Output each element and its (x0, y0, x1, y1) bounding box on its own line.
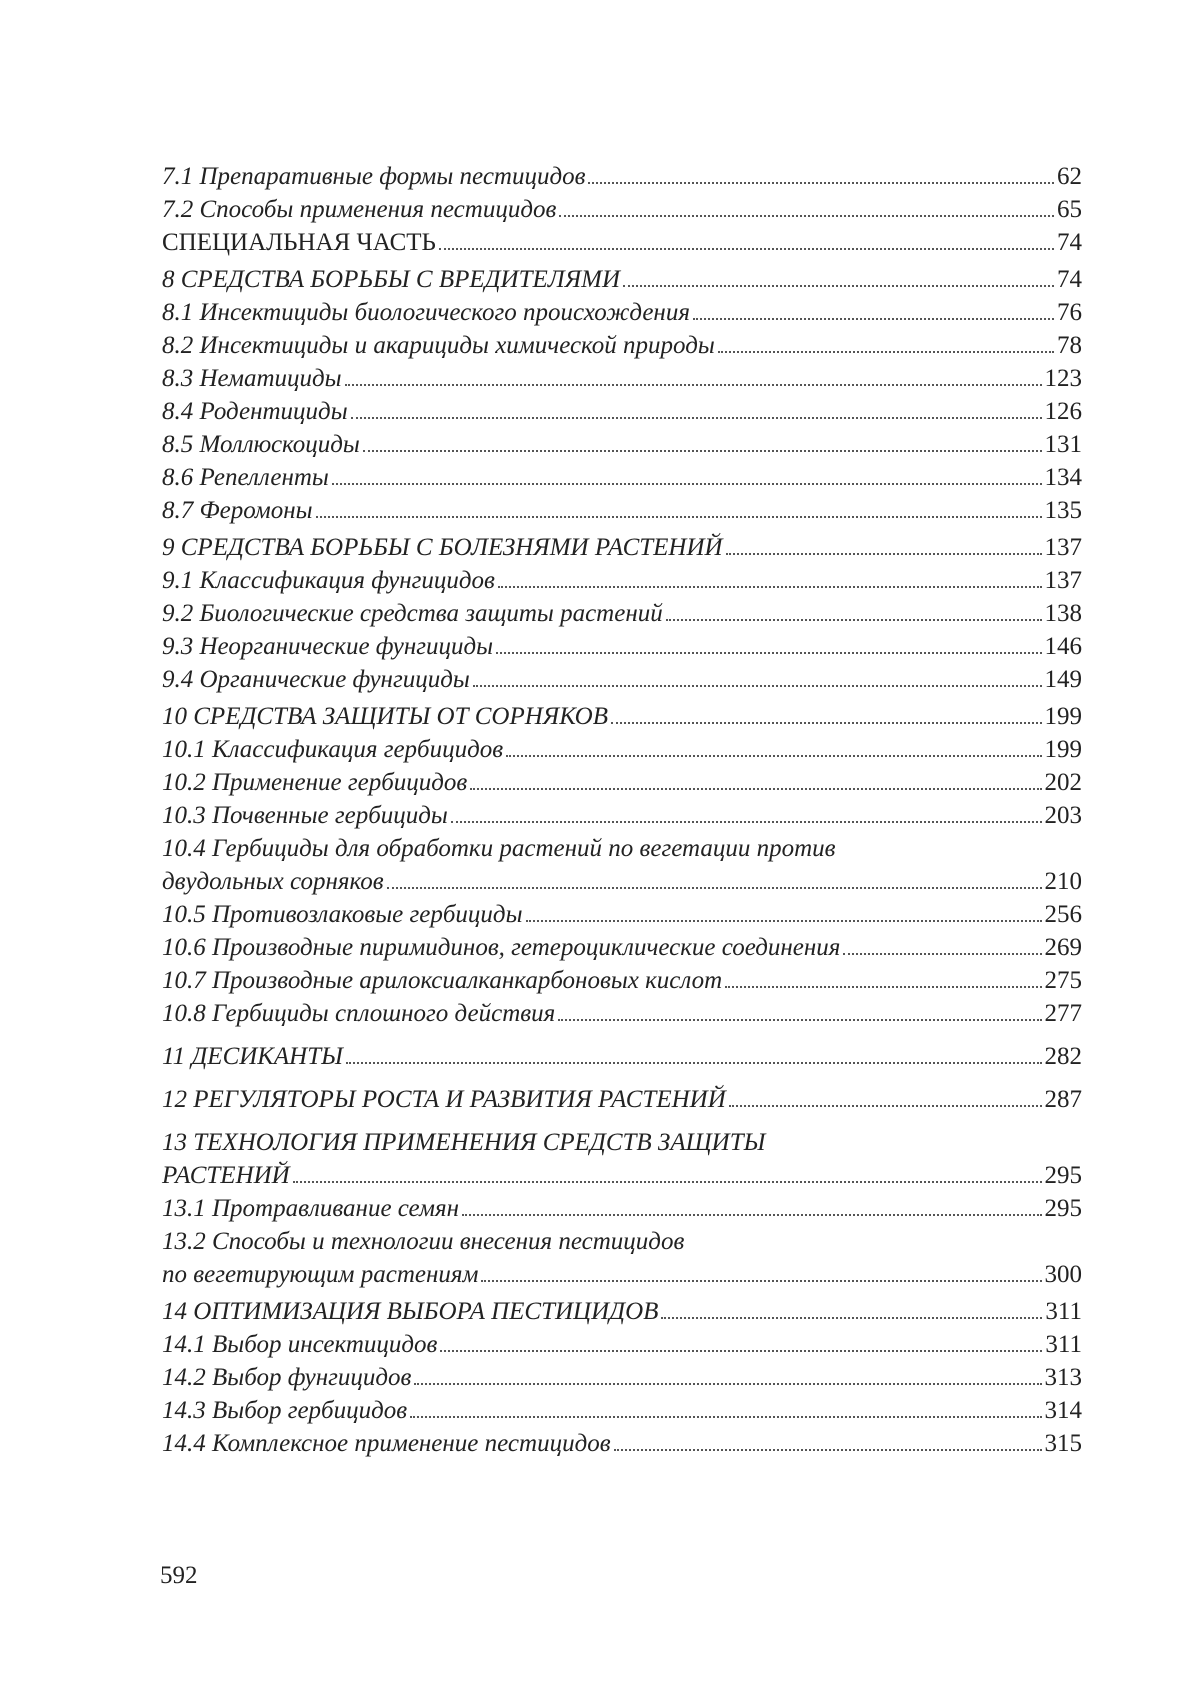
toc-entry-title: 14.2 Выбор фунгицидов (162, 1364, 412, 1391)
dot-leader (451, 821, 1042, 823)
toc-entry (162, 160, 1082, 193)
toc-entry-line (162, 160, 1082, 193)
toc-entry-title: 9.4 Органические фунгициды (162, 666, 470, 693)
toc-entry (162, 362, 1082, 395)
toc-entry-line (162, 226, 1082, 259)
toc-entry-title: 10.2 Применение гербицидов (162, 769, 468, 796)
toc-entry-title: 7.2 Способы применения пестицидов (162, 196, 557, 223)
toc-entry-page: 131 (1044, 431, 1082, 458)
toc-entry-line (162, 931, 1082, 964)
toc-entry (162, 1361, 1082, 1394)
dot-leader (718, 351, 1054, 353)
toc-entry-line (162, 461, 1082, 494)
toc-entry-line (162, 1394, 1082, 1427)
dot-leader (726, 553, 1042, 555)
toc-entry (162, 1083, 1082, 1116)
toc-entry-page: 62 (1057, 163, 1082, 190)
toc-entry (162, 428, 1082, 461)
dot-leader (729, 1105, 1042, 1107)
toc-entry (162, 263, 1082, 296)
toc-entry-line (162, 395, 1082, 428)
toc-entry-line (162, 865, 1082, 898)
toc-entry (162, 531, 1082, 564)
dot-leader (725, 986, 1041, 988)
toc-entry-title: 14.3 Выбор гербицидов (162, 1397, 408, 1424)
toc-entry-title: 11 ДЕСИКАНТЫ (162, 1043, 343, 1070)
toc-entry-title: 9 СРЕДСТВА БОРЬБЫ С БОЛЕЗНЯМИ РАСТЕНИЙ (162, 534, 723, 561)
toc-entry-title: 10.3 Почвенные гербициды (162, 802, 448, 829)
toc-entry-title: СПЕЦИАЛЬНАЯ ЧАСТЬ (162, 229, 436, 256)
toc-entry-line (162, 494, 1082, 527)
toc-entry-page: 137 (1044, 567, 1082, 594)
toc-entry-page: 126 (1044, 398, 1082, 425)
dot-leader (481, 1280, 1041, 1282)
dot-leader (506, 755, 1041, 757)
toc-entry-title-line: 13.2 Способы и технологии внесения пестицидов (162, 1228, 685, 1255)
toc-entry-title: 8.2 Инсектициды и акарициды химической природы (162, 332, 715, 359)
toc-entry-page: 277 (1044, 1000, 1082, 1027)
toc-entry-line (162, 766, 1082, 799)
toc-entry (162, 997, 1082, 1030)
toc-entry-title: 14.1 Выбор инсектицидов (162, 1331, 438, 1358)
toc-entry-line (162, 1083, 1082, 1116)
toc-entry-line (162, 630, 1082, 663)
toc-entry-page: 295 (1044, 1162, 1082, 1189)
dot-leader (414, 1383, 1041, 1385)
toc-entry (162, 226, 1082, 259)
dot-leader (363, 450, 1042, 452)
toc-entry-title: двудольных сорняков (162, 868, 384, 895)
toc-entry-title: 9.2 Биологические средства защиты растений (162, 600, 663, 627)
toc-entry (162, 597, 1082, 630)
toc-entry (162, 1040, 1082, 1073)
toc-entry-page: 275 (1044, 967, 1082, 994)
table-of-contents (162, 160, 1082, 1460)
dot-leader (440, 1350, 1042, 1352)
toc-entry-line (162, 997, 1082, 1030)
toc-entry-line (162, 733, 1082, 766)
toc-entry-title: 8.1 Инсектициды биологического происхождения (162, 299, 690, 326)
toc-entry-title-line: 13 ТЕХНОЛОГИЯ ПРИМЕНЕНИЯ СРЕДСТВ ЗАЩИТЫ (162, 1129, 766, 1156)
toc-entry-page: 202 (1044, 769, 1082, 796)
toc-entry-title: 14 ОПТИМИЗАЦИЯ ВЫБОРА ПЕСТИЦИДОВ (162, 1298, 659, 1325)
toc-entry (162, 494, 1082, 527)
dot-leader (410, 1416, 1041, 1418)
toc-entry-page: 295 (1044, 1195, 1082, 1222)
toc-entry-page: 138 (1044, 600, 1082, 627)
toc-entry-title-line: 10.4 Гербициды для обработки растений по вегетации против (162, 835, 836, 862)
toc-entry-title: 12 РЕГУЛЯТОРЫ РОСТА И РАЗВИТИЯ РАСТЕНИЙ (162, 1086, 726, 1113)
toc-entry-line (162, 1192, 1082, 1225)
page-number: 592 (160, 1562, 198, 1589)
toc-entry-line (162, 296, 1082, 329)
toc-entry-title: 9.1 Классификация фунгицидов (162, 567, 495, 594)
toc-entry (162, 461, 1082, 494)
toc-entry-page: 269 (1044, 934, 1082, 961)
toc-entry (162, 630, 1082, 663)
toc-entry-title: 10 СРЕДСТВА ЗАЩИТЫ ОТ СОРНЯКОВ (162, 703, 608, 730)
toc-entry-title: 7.1 Препаративные формы пестицидов (162, 163, 586, 190)
toc-entry-line (162, 663, 1082, 696)
toc-entry-title: 10.5 Противозлаковые гербициды (162, 901, 523, 928)
toc-entry (162, 564, 1082, 597)
dot-leader (661, 1317, 1042, 1319)
dot-leader (473, 685, 1042, 687)
toc-entry-line (162, 193, 1082, 226)
toc-entry (162, 663, 1082, 696)
toc-entry (162, 766, 1082, 799)
toc-entry-line (162, 1159, 1082, 1192)
dot-leader (559, 215, 1054, 217)
dot-leader (345, 384, 1042, 386)
dot-leader (693, 318, 1054, 320)
toc-entry-title: по вегетирующим растениям (162, 1261, 479, 1288)
toc-entry-line (162, 564, 1082, 597)
toc-entry-page: 311 (1045, 1298, 1082, 1325)
toc-entry-page: 311 (1045, 1331, 1082, 1358)
toc-entry-page: 256 (1044, 901, 1082, 928)
dot-leader (316, 516, 1042, 518)
dot-leader (351, 417, 1042, 419)
toc-entry (162, 193, 1082, 226)
toc-entry-page: 199 (1044, 703, 1082, 730)
toc-entry (162, 1328, 1082, 1361)
toc-entry-title: 13.1 Протравливание семян (162, 1195, 460, 1222)
toc-entry-title: 8 СРЕДСТВА БОРЬБЫ С ВРЕДИТЕЛЯМИ (162, 266, 621, 293)
toc-entry-page: 313 (1044, 1364, 1082, 1391)
toc-entry (162, 700, 1082, 733)
toc-entry (162, 296, 1082, 329)
dot-leader (588, 182, 1054, 184)
toc-entry-page: 210 (1044, 868, 1082, 895)
toc-entry-page: 149 (1044, 666, 1082, 693)
dot-leader (462, 1214, 1041, 1216)
toc-entry-page: 300 (1044, 1261, 1082, 1288)
toc-entry (162, 1192, 1082, 1225)
toc-entry (162, 1295, 1082, 1328)
toc-entry-title: РАСТЕНИЙ (162, 1162, 290, 1189)
toc-entry-page: 315 (1044, 1430, 1082, 1457)
dot-leader (387, 887, 1042, 889)
dot-leader (526, 920, 1042, 922)
toc-entry-line (162, 898, 1082, 931)
toc-entry-line (162, 964, 1082, 997)
toc-entry-title: 8.3 Нематициды (162, 365, 342, 392)
toc-entry-line (162, 428, 1082, 461)
toc-entry-page: 203 (1044, 802, 1082, 829)
toc-entry-title: 8.6 Репелленты (162, 464, 329, 491)
toc-entry (162, 1427, 1082, 1460)
toc-entry-page: 137 (1044, 534, 1082, 561)
toc-entry (162, 964, 1082, 997)
dot-leader (498, 586, 1042, 588)
toc-entry-page: 287 (1044, 1086, 1082, 1113)
toc-entry-line (162, 700, 1082, 733)
dot-leader (346, 1062, 1042, 1064)
toc-entry (162, 329, 1082, 362)
toc-entry-line (162, 531, 1082, 564)
dot-leader (496, 652, 1041, 654)
toc-entry (162, 733, 1082, 766)
toc-entry-title: 10.8 Гербициды сплошного действия (162, 1000, 556, 1027)
toc-entry-page: 146 (1044, 633, 1082, 660)
dot-leader (623, 285, 1054, 287)
toc-entry-page: 123 (1044, 365, 1082, 392)
toc-entry-page: 74 (1057, 266, 1082, 293)
dot-leader (293, 1181, 1042, 1183)
toc-entry-page: 74 (1057, 229, 1082, 256)
toc-entry-line (162, 1295, 1082, 1328)
toc-entry-title: 8.7 Феромоны (162, 497, 313, 524)
toc-entry-line (162, 1361, 1082, 1394)
toc-entry-title: 8.5 Моллюскоциды (162, 431, 360, 458)
toc-entry-title: 9.3 Неорганические фунгициды (162, 633, 494, 660)
toc-entry-title: 8.4 Родентициды (162, 398, 348, 425)
toc-entry-page: 282 (1044, 1043, 1082, 1070)
toc-entry-title: 10.1 Классификация гербицидов (162, 736, 504, 763)
toc-entry (162, 832, 1082, 898)
toc-entry (162, 1394, 1082, 1427)
toc-entry-title: 10.7 Производные арилоксиалканкарбоновых кислот (162, 967, 723, 994)
toc-entry-line (162, 263, 1082, 296)
dot-leader (666, 619, 1042, 621)
toc-entry-title: 10.6 Производные пиримидинов, гетероциклические соединения (162, 934, 841, 961)
dot-leader (611, 722, 1042, 724)
toc-entry (162, 395, 1082, 428)
toc-entry-page: 199 (1044, 736, 1082, 763)
toc-entry-page: 314 (1044, 1397, 1082, 1424)
toc-entry-line (162, 597, 1082, 630)
toc-entry-line (162, 329, 1082, 362)
toc-entry-line (162, 362, 1082, 395)
toc-entry-line (162, 1427, 1082, 1460)
toc-entry-line (162, 1258, 1082, 1291)
toc-entry-page: 78 (1057, 332, 1082, 359)
toc-entry (162, 1225, 1082, 1291)
dot-leader (843, 953, 1041, 955)
toc-entry-title: 14.4 Комплексное применение пестицидов (162, 1430, 611, 1457)
dot-leader (470, 788, 1041, 790)
toc-entry (162, 1126, 1082, 1192)
dot-leader (332, 483, 1042, 485)
toc-entry (162, 931, 1082, 964)
toc-entry-page: 65 (1057, 196, 1082, 223)
toc-entry-page: 134 (1044, 464, 1082, 491)
toc-entry-page: 76 (1057, 299, 1082, 326)
toc-entry-line (162, 1328, 1082, 1361)
toc-entry (162, 898, 1082, 931)
dot-leader (614, 1449, 1042, 1451)
toc-entry-line (162, 799, 1082, 832)
toc-entry-line (162, 1040, 1082, 1073)
toc-entry-page: 135 (1044, 497, 1082, 524)
dot-leader (439, 248, 1054, 250)
toc-entry (162, 799, 1082, 832)
dot-leader (558, 1019, 1041, 1021)
